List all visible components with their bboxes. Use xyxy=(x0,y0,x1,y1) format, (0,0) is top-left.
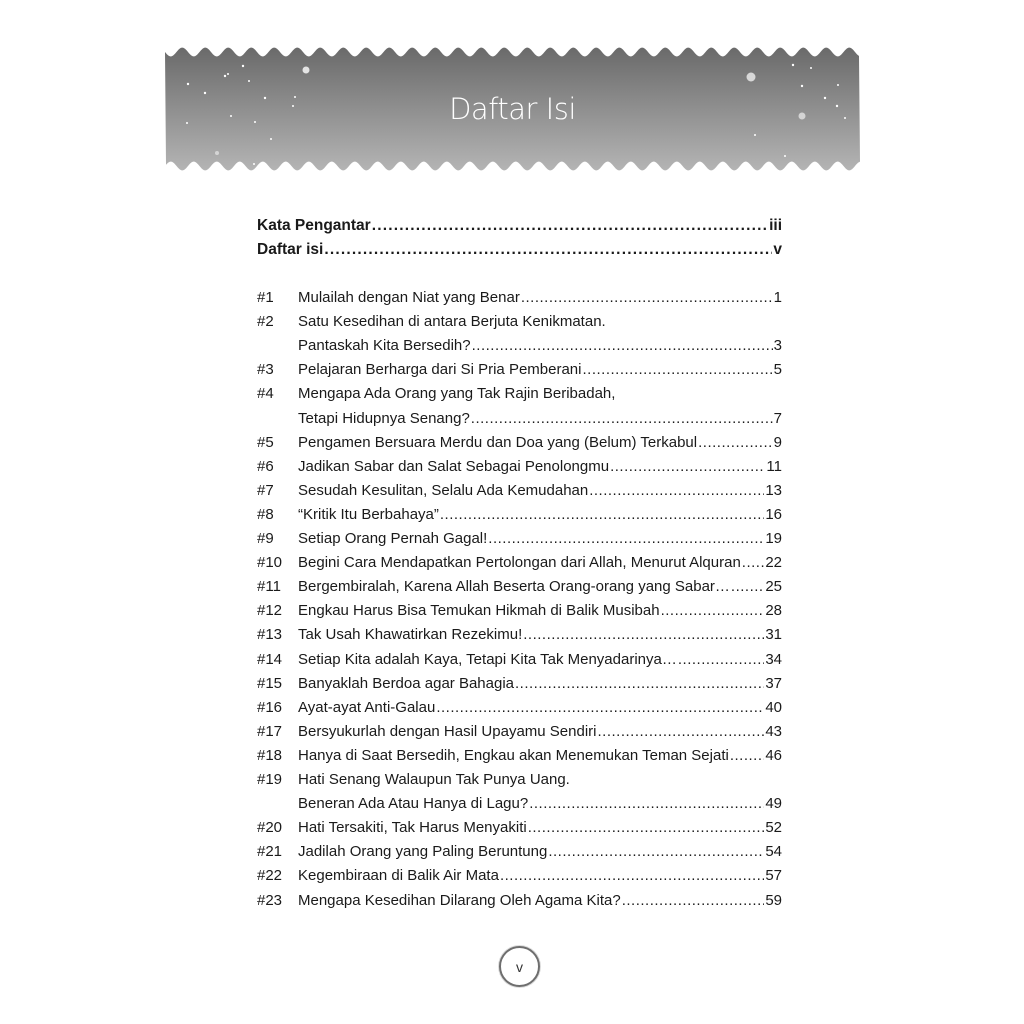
chapter-title: Setiap Orang Pernah Gagal! xyxy=(298,530,488,547)
chapter-title: Jadikan Sabar dan Salat Sebagai Penolongmu xyxy=(298,457,610,475)
dot-leader xyxy=(582,358,772,382)
chapter-page: 46 xyxy=(765,746,782,764)
chapter-page: 40 xyxy=(765,698,782,716)
chapter-number: #4 xyxy=(257,385,274,403)
chapter-title: Tak Usah Khawatirkan Rezekimu! xyxy=(298,626,523,644)
toc-entry-line xyxy=(257,551,782,575)
chapter-page: 37 xyxy=(765,674,782,692)
chapter-title: Bergembiralah, Karena Allah Beserta Orang-orang yang Sabar… xyxy=(298,578,730,596)
dot-leader xyxy=(610,455,765,479)
chapter-title: Kegembiraan di Balik Air Mata xyxy=(298,867,499,885)
chapter-number: #16 xyxy=(257,698,283,716)
toc-entry-line xyxy=(257,310,782,334)
toc-entry-line xyxy=(257,864,782,888)
chapter-title: Bersyukurlah dengan Hasil Upayamu Sendiri xyxy=(298,722,597,740)
toc-entry-line xyxy=(257,334,782,358)
dot-leader xyxy=(500,864,764,888)
chapter-page: 11 xyxy=(766,457,782,475)
toc-entry-line xyxy=(257,792,782,816)
dot-leader xyxy=(548,840,764,864)
chapter-number: #19 xyxy=(257,771,283,788)
chapter-number: #23 xyxy=(257,891,283,909)
chapter-number: #13 xyxy=(257,626,283,644)
chapter-title: Hanya di Saat Bersedih, Engkau akan Menemukan Teman Sejati xyxy=(298,746,729,764)
dot-leader xyxy=(589,479,764,503)
chapter-number: #21 xyxy=(257,843,283,861)
chapter-number: #6 xyxy=(257,457,274,475)
toc-entry-line xyxy=(257,599,782,623)
chapter-number: #17 xyxy=(257,722,283,740)
chapter-page: 19 xyxy=(765,530,782,547)
toc-entry-line xyxy=(257,527,782,551)
dot-leader xyxy=(372,214,768,238)
toc-entry-line xyxy=(257,358,782,382)
toc-entry-line xyxy=(257,479,782,503)
chapter-number: #14 xyxy=(257,650,283,668)
chapter-title: Sesudah Kesulitan, Selalu Ada Kemudahan xyxy=(298,481,589,499)
chapter-page: 31 xyxy=(765,626,782,644)
page-title: Daftar Isi xyxy=(449,92,576,126)
chapter-title: Pengamen Bersuara Merdu dan Doa yang (Belum) Terkabul xyxy=(298,433,698,451)
chapter-page: 22 xyxy=(765,554,782,572)
chapter-title: “Kritik Itu Berbahaya” xyxy=(298,505,439,523)
chapter-title: Banyaklah Berdoa agar Bahagia xyxy=(298,674,514,692)
chapter-number: #20 xyxy=(257,819,283,837)
chapter-title: Jadilah Orang yang Paling Beruntung xyxy=(298,843,548,861)
chapter-number: #3 xyxy=(257,361,274,379)
dot-leader xyxy=(742,551,765,575)
chapter-page: 25 xyxy=(765,578,782,596)
chapter-number: #9 xyxy=(257,530,274,547)
toc-entry-line xyxy=(257,889,782,913)
dot-leader xyxy=(529,792,764,816)
chapter-title: Hati Senang Walaupun Tak Punya Uang. xyxy=(298,771,570,788)
front-matter-page: iii xyxy=(769,217,782,234)
chapter-title: Pantaskah Kita Bersedih? xyxy=(298,337,471,355)
dot-leader xyxy=(731,575,764,599)
toc-entry-line xyxy=(257,648,782,672)
chapter-page: 59 xyxy=(765,891,782,909)
page-number-badge xyxy=(499,946,540,987)
front-matter-item-kata-pengantar xyxy=(257,214,782,238)
toc-entry-line xyxy=(257,768,782,792)
toc-entry-line xyxy=(257,816,782,840)
page-number: v xyxy=(516,958,523,975)
toc-entry-line xyxy=(257,672,782,696)
front-matter-title: Daftar isi xyxy=(257,241,324,258)
dot-leader xyxy=(521,286,773,310)
dot-leader xyxy=(436,696,764,720)
toc-entry-line xyxy=(257,286,782,310)
dot-leader xyxy=(698,431,773,455)
toc-entry-line xyxy=(257,382,782,406)
chapter-title: Engkau Harus Bisa Temukan Hikmah di Balik Musibah xyxy=(298,602,660,620)
chapter-page: 57 xyxy=(765,867,782,885)
chapter-title: Hati Tersakiti, Tak Harus Menyakiti xyxy=(298,819,527,837)
chapter-page: 34 xyxy=(765,650,782,668)
chapter-number: #2 xyxy=(257,313,274,331)
chapter-number: #22 xyxy=(257,867,283,885)
dot-leader xyxy=(440,503,764,527)
chapter-page: 54 xyxy=(765,843,782,861)
chapter-page: 43 xyxy=(765,722,782,740)
chapter-page: 5 xyxy=(773,361,782,379)
chapter-number: #8 xyxy=(257,505,274,523)
toc-entry-line xyxy=(257,623,782,647)
dot-leader xyxy=(622,889,765,913)
dot-leader xyxy=(324,238,772,262)
toc-entry-line xyxy=(257,503,782,527)
chapter-page: 49 xyxy=(765,795,782,813)
chapter-title: Mulailah dengan Niat yang Benar xyxy=(298,289,520,306)
dot-leader xyxy=(472,334,773,358)
chapter-title: Beneran Ada Atau Hanya di Lagu? xyxy=(298,795,529,813)
chapter-page: 28 xyxy=(765,602,782,620)
header-banner xyxy=(165,46,860,174)
chapter-number: #1 xyxy=(257,289,274,306)
dot-leader xyxy=(598,720,765,744)
toc-entry-line xyxy=(257,431,782,455)
chapter-title: Mengapa Kesedihan Dilarang Oleh Agama Kita? xyxy=(298,891,621,909)
chapter-page: 7 xyxy=(773,409,782,427)
dot-leader xyxy=(730,744,764,768)
chapter-page: 3 xyxy=(773,337,782,355)
chapter-page: 16 xyxy=(765,505,782,523)
chapter-page: 13 xyxy=(765,481,782,499)
front-matter-item-daftar-isi xyxy=(257,238,782,262)
chapter-title: Tetapi Hidupnya Senang? xyxy=(298,409,470,427)
chapter-title: Mengapa Ada Orang yang Tak Rajin Beribadah, xyxy=(298,385,616,403)
chapter-title: Satu Kesedihan di antara Berjuta Kenikmatan. xyxy=(298,313,606,331)
dot-leader xyxy=(678,648,764,672)
dot-leader xyxy=(515,672,764,696)
toc-entry-line xyxy=(257,744,782,768)
chapter-title: Ayat-ayat Anti-Galau xyxy=(298,698,436,716)
toc-entry-line xyxy=(257,840,782,864)
chapter-number: #12 xyxy=(257,602,283,620)
toc-entry-line xyxy=(257,407,782,431)
dot-leader xyxy=(528,816,765,840)
dot-leader xyxy=(661,599,765,623)
chapter-page: 52 xyxy=(765,819,782,837)
chapter-number: #15 xyxy=(257,674,283,692)
chapter-title: Setiap Kita adalah Kaya, Tetapi Kita Tak Menyadarinya… xyxy=(298,650,677,668)
chapter-number: #5 xyxy=(257,433,274,451)
chapter-page: 9 xyxy=(773,433,782,451)
chapter-title: Begini Cara Mendapatkan Pertolongan dari Allah, Menurut Alquran xyxy=(298,554,741,572)
toc-entry-line xyxy=(257,575,782,599)
toc-entry-line xyxy=(257,455,782,479)
dot-leader xyxy=(523,623,764,647)
dot-leader xyxy=(471,407,773,431)
front-matter-title: Kata Pengantar xyxy=(257,217,371,234)
chapter-number: #7 xyxy=(257,481,274,499)
dot-leader xyxy=(488,527,764,551)
toc-entry-line xyxy=(257,696,782,720)
chapter-page: 1 xyxy=(773,289,782,306)
chapter-number: #18 xyxy=(257,746,283,764)
chapter-title: Pelajaran Berharga dari Si Pria Pemberani xyxy=(298,361,582,379)
toc-entry-line xyxy=(257,720,782,744)
chapter-number: #11 xyxy=(257,578,281,596)
front-matter-page: v xyxy=(773,241,782,258)
chapter-number: #10 xyxy=(257,554,283,572)
